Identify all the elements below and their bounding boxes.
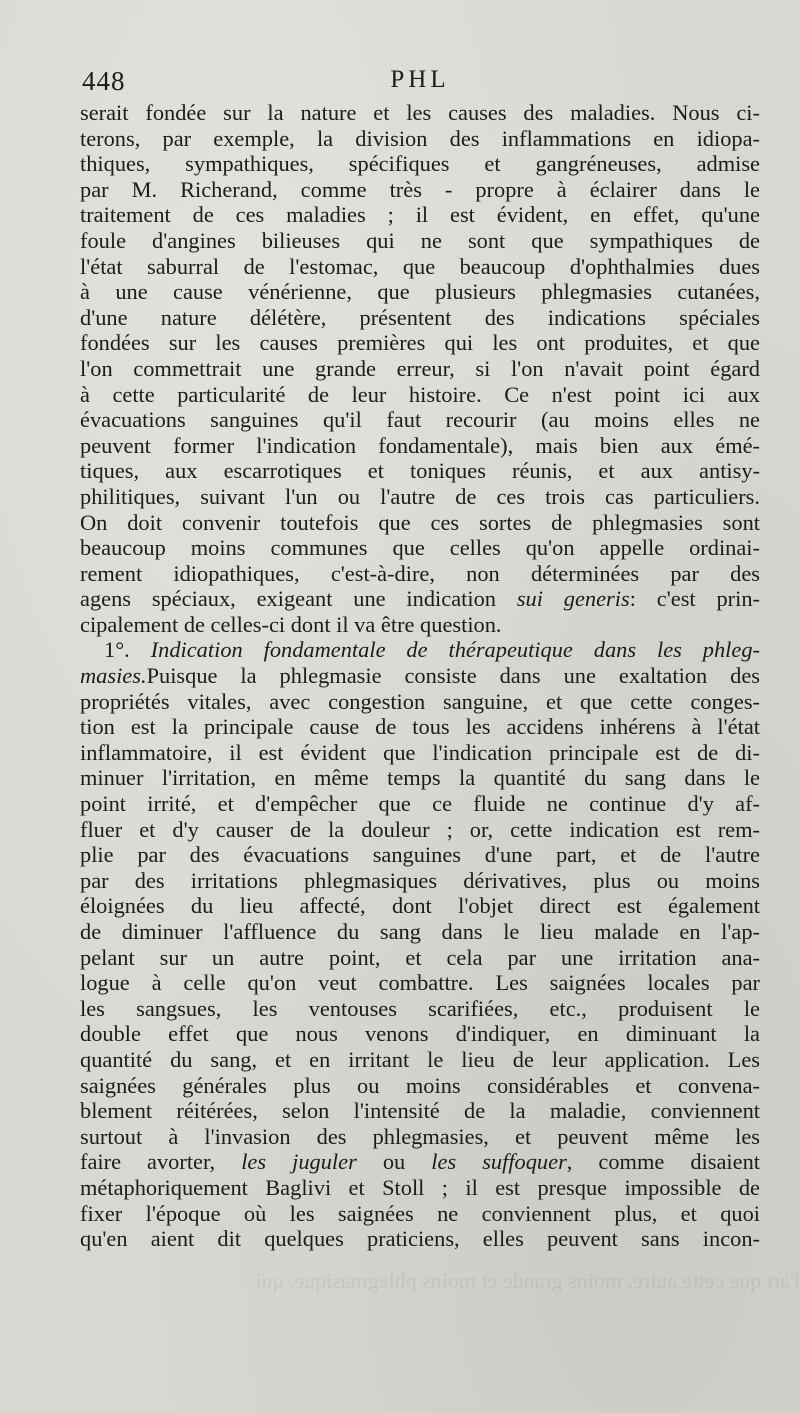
text-line: traitement de ces maladies ; il est évident, en effet, qu'une xyxy=(80,202,760,228)
text-line-with-italic xyxy=(80,663,760,689)
text-line: évacuations sanguines qu'il faut recourir (au moins elles ne xyxy=(80,407,760,433)
section-heading-end: masies. xyxy=(80,663,147,689)
text-line-with-italic xyxy=(80,1149,760,1175)
text-line: philitiques, suivant l'un ou l'autre de ces trois cas particuliers. xyxy=(80,483,760,509)
text-line: plie par des évacuations sanguines d'une part, et de l'autre xyxy=(80,842,760,868)
text-line: fixer l'époque où les saignées ne conviennent plus, et quoi xyxy=(80,1200,760,1226)
italic-term-juguler: les juguler xyxy=(241,1149,357,1175)
text-line-with-italic xyxy=(80,586,760,612)
text-line: On doit convenir toutefois que ces sortes de phlegmasies sont xyxy=(80,509,760,535)
text-fragment: Puisque la phlegmasie consiste dans une exaltation des xyxy=(146,663,760,689)
section-heading-line xyxy=(80,637,760,663)
section-number: 1°. xyxy=(104,637,130,663)
text-line: blement réitérées, selon l'intensité de la maladie, conviennent xyxy=(80,1098,760,1124)
text-line: l'on commettrait une grande erreur, si l'on n'avait point égard xyxy=(80,355,760,381)
italic-term-suffoquer: les suffoquer xyxy=(431,1149,567,1175)
text-line: logue à celle qu'on veut combattre. Les saignées locales par xyxy=(80,970,760,996)
text-fragment: : c'est prin- xyxy=(629,586,760,612)
text-line: point irrité, et d'empêcher que ce fluide ne continue d'y af- xyxy=(80,791,760,817)
text-line: terons, par exemple, la division des inflammations en idiopa- xyxy=(80,125,760,151)
text-fragment: , comme disaient xyxy=(566,1149,760,1175)
text-line: peuvent former l'indication fondamentale), mais bien aux émé- xyxy=(80,432,760,458)
page-number: 448 xyxy=(82,66,126,96)
text-line: fluer et d'y causer de la douleur ; or, cette indication est rem- xyxy=(80,816,760,842)
text-fragment: faire avorter, xyxy=(80,1149,216,1175)
text-line: thiques, sympathiques, spécifiques et gangréneuses, admise xyxy=(80,151,760,177)
text-line: tion est la principale cause de tous les accidens inhérens à l'état xyxy=(80,714,760,740)
text-line: éloignées du lieu affecté, dont l'objet direct est également xyxy=(80,893,760,919)
body-text xyxy=(80,100,760,1252)
text-line: d'une nature délétère, présentent des indications spéciales xyxy=(80,304,760,330)
running-title: PHL xyxy=(390,66,450,93)
text-line: double effet que nous venons d'indiquer, en diminuant la xyxy=(80,1021,760,1047)
text-line: pelant sur un autre point, et cela par une irritation ana- xyxy=(80,944,760,970)
italic-term-sui-generis: sui generis xyxy=(516,586,630,612)
text-line: métaphoriquement Baglivi et Stoll ; il est presque impossible de xyxy=(80,1174,760,1200)
running-head xyxy=(80,66,760,100)
text-line: à cette particularité de leur histoire. Ce n'est point ici aux xyxy=(80,381,760,407)
text-line: foule d'angines bilieuses qui ne sont que sympathiques de xyxy=(80,227,760,253)
text-line: saignées générales plus ou moins considérables et convena- xyxy=(80,1072,760,1098)
text-line: quantité du sang, et en irritant le lieu de leur application. Les xyxy=(80,1046,760,1072)
text-line: de diminuer l'affluence du sang dans le lieu malade en l'ap- xyxy=(80,919,760,944)
section-heading: Indication fondamentale de thérapeutique dans les phleg- xyxy=(150,637,760,663)
text-line: par M. Richerand, comme très - propre à éclairer dans le xyxy=(80,176,760,202)
text-line: rement idiopathiques, c'est-à-dire, non déterminées par des xyxy=(80,560,760,586)
text-line: beaucoup moins communes que celles qu'on appelle ordinai- xyxy=(80,535,760,561)
text-line: cipalement de celles-ci dont il va être question. xyxy=(80,611,502,637)
text-line: tiques, aux escarrotiques et toniques réunis, et aux antisy- xyxy=(80,458,760,484)
text-line: qu'en aient dit quelques praticiens, elles peuvent sans incon- xyxy=(80,1226,760,1252)
text-line: surtout à l'invasion des phlegmasies, et peuvent même les xyxy=(80,1123,760,1149)
text-fragment: ou xyxy=(382,1149,406,1175)
text-line: l'état saburral de l'estomac, que beaucoup d'ophthalmies dues xyxy=(80,253,760,279)
text-line: serait fondée sur la nature et les causes des maladies. Nous ci- xyxy=(80,100,760,125)
text-line: propriétés vitales, avec congestion sanguine, et que cette conges- xyxy=(80,688,760,714)
text-fragment: agens spéciaux, exigeant une indication xyxy=(80,586,496,612)
text-line: à une cause vénérienne, que plusieurs phlegmasies cutanées, xyxy=(80,279,760,305)
text-line: les sangsues, les ventouses scarifiées, etc., produisent le xyxy=(80,995,760,1021)
text-line: fondées sur les causes premières qui les ont produites, et que xyxy=(80,330,760,356)
text-line: par des irritations phlegmasiques dérivatives, plus ou moins xyxy=(80,867,760,893)
bleed-through-text: l'art que cette autre, moins grande et moins phlegmasique, qui xyxy=(255,1268,800,1293)
text-line: minuer l'irritation, en même temps la quantité du sang dans le xyxy=(80,765,760,791)
text-line: inflammatoire, il est évident que l'indication principale est de di- xyxy=(80,739,760,765)
